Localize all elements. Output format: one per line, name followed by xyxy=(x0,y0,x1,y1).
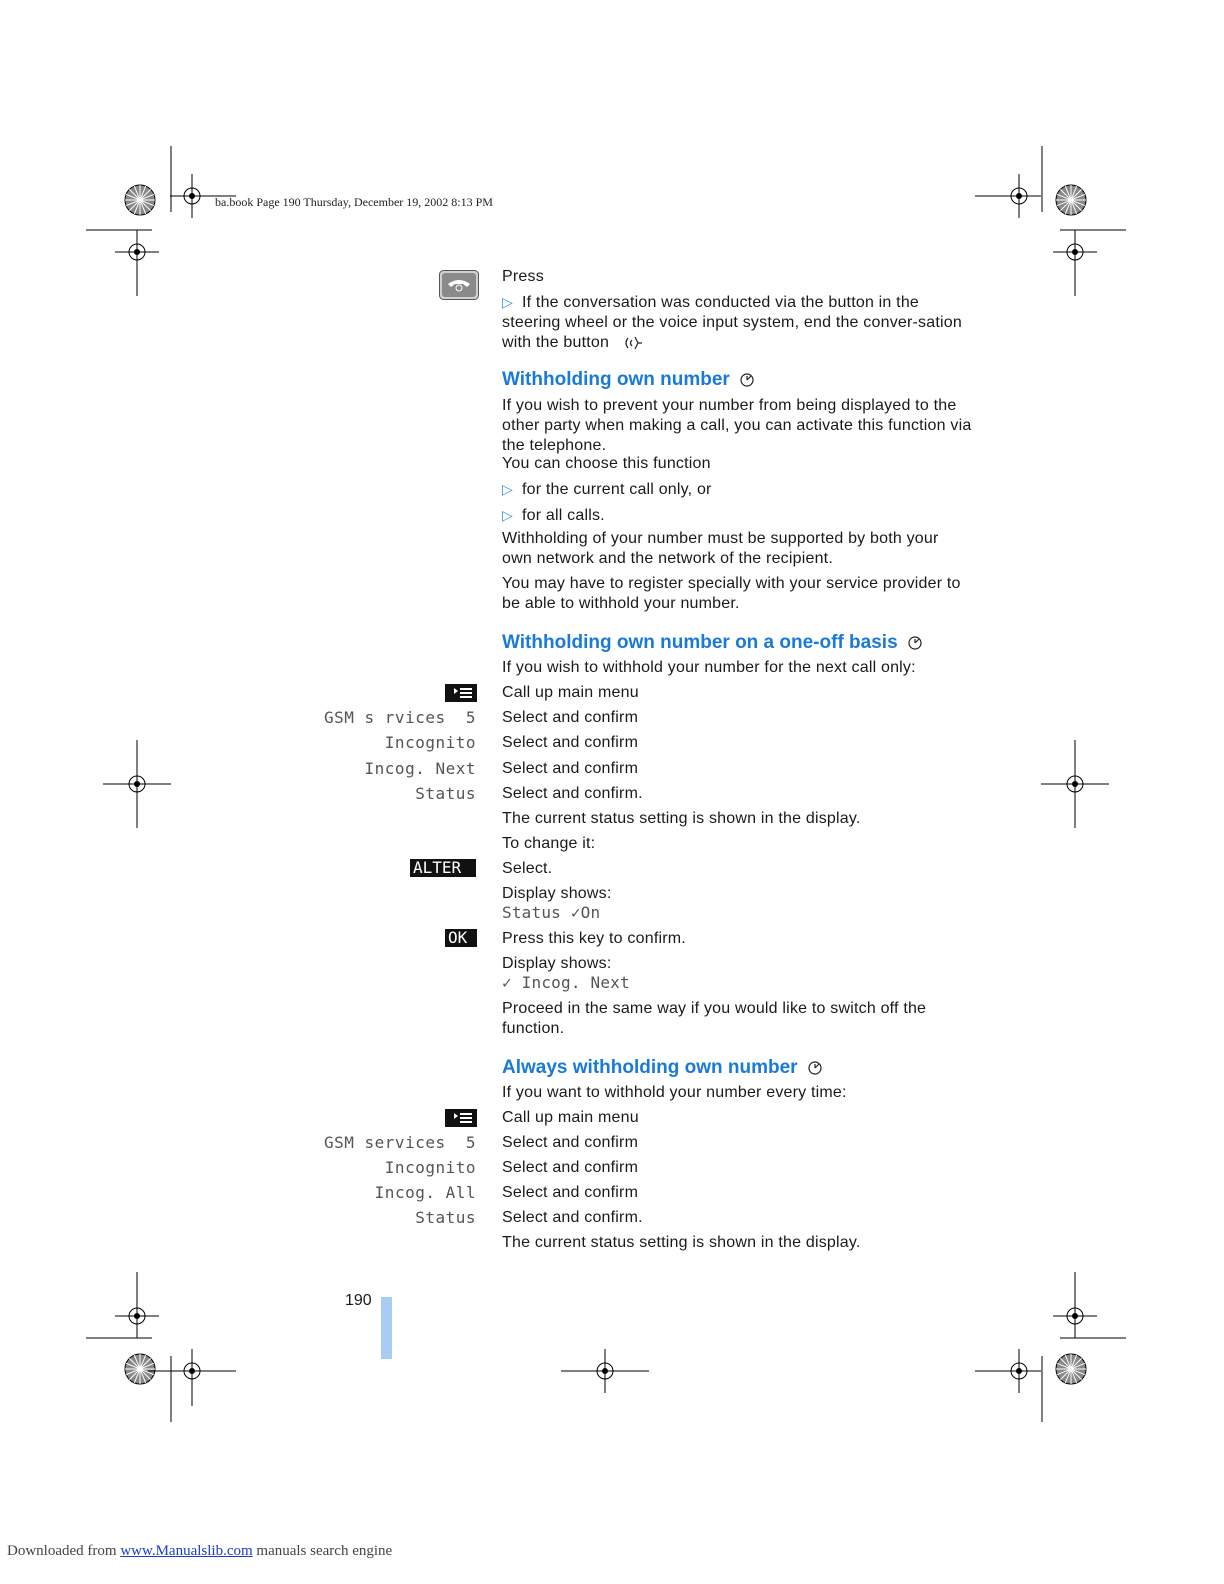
section2-intro: If you wish to withhold your number for the next call only: xyxy=(502,659,916,676)
s2-display-value-2: ✓ Incog. Next xyxy=(502,973,630,992)
s3-status-shown: The current status setting is shown in the display. xyxy=(502,1234,861,1251)
end-call-note: ▷ If the conversation was conducted via the button in the steering wheel or the voice input system, end the conver-sation with the button xyxy=(502,294,962,351)
s3-display-status: Status xyxy=(415,1208,476,1227)
s3-display-gsm-services: GSM services 5 xyxy=(324,1133,476,1152)
manualslib-link[interactable]: www.Manualslib.com xyxy=(120,1543,253,1559)
s2-press-confirm: Press this key to confirm. xyxy=(502,930,686,947)
end-call-key-icon xyxy=(439,270,479,300)
ok-softkey: OK xyxy=(445,929,477,947)
s2-display-status: Status xyxy=(415,784,476,803)
s2-display-incognito: Incognito xyxy=(384,733,476,752)
s2-to-change: To change it: xyxy=(502,835,596,852)
page-number: 190 xyxy=(345,1292,372,1309)
s2-step-5-text: Select and confirm. xyxy=(502,785,643,802)
s2-status-shown: The current status setting is shown in the display. xyxy=(502,810,861,827)
s2-step-3-text: Select and confirm xyxy=(502,734,639,751)
s2-display-shows-1: Display shows: xyxy=(502,885,612,902)
section1-paragraph-2: You can choose this function xyxy=(502,455,711,472)
feature-clock-icon xyxy=(907,635,923,651)
heading-withholding-own-number: Withholding own number xyxy=(502,369,755,391)
s2-select: Select. xyxy=(502,860,553,877)
s2-proceed: Proceed in the same way if you would like to switch off the function. xyxy=(502,1000,927,1037)
s3-step-3-text: Select and confirm xyxy=(502,1159,639,1176)
triangle-bullet-icon: ▷ xyxy=(502,507,513,523)
section1-paragraph-1: If you wish to prevent your number from being displayed to the other party when making a call, you can activate this function via the telephone. xyxy=(502,397,972,454)
s3-step-2-text: Select and confirm xyxy=(502,1134,639,1151)
heading-one-off-basis: Withholding own number on a one-off basis xyxy=(502,632,923,654)
heading-always-withholding: Always withholding own number xyxy=(502,1057,823,1079)
s2-display-value-1: Status ✓On xyxy=(502,903,601,922)
s3-step-1-text: Call up main menu xyxy=(502,1109,639,1126)
s3-display-incognito: Incognito xyxy=(384,1158,476,1177)
s3-step-5-text: Select and confirm. xyxy=(502,1209,643,1226)
voice-button-icon xyxy=(622,334,644,352)
s2-step-4-text: Select and confirm xyxy=(502,760,639,777)
s2-display-incog-next: Incog. Next xyxy=(364,759,476,778)
feature-clock-icon xyxy=(807,1060,823,1076)
s2-step-1-text: Call up main menu xyxy=(502,684,639,701)
triangle-bullet-icon: ▷ xyxy=(502,294,513,310)
alter-softkey: ALTER xyxy=(410,859,476,877)
page-tab-marker xyxy=(381,1297,392,1359)
feature-clock-icon xyxy=(739,372,755,388)
s2-step-2-text: Select and confirm xyxy=(502,709,639,726)
s2-display-gsm-services: GSM s rvices 5 xyxy=(324,708,476,727)
menu-key-icon xyxy=(445,1109,477,1127)
section1-bullet-2: ▷ for all calls. xyxy=(502,507,605,524)
s2-display-shows-2: Display shows: xyxy=(502,955,612,972)
section1-bullet-1: ▷ for the current call only, or xyxy=(502,481,712,498)
section3-intro: If you want to withhold your number every time: xyxy=(502,1084,847,1101)
section1-paragraph-3: Withholding of your number must be supported by both your own network and the network of the recipient. xyxy=(502,530,939,567)
download-footer: Downloaded from www.Manualslib.com manuals search engine xyxy=(7,1543,393,1559)
section1-paragraph-4: You may have to register specially with your service provider to be able to withhold your number. xyxy=(502,575,961,612)
print-header: ba.book Page 190 Thursday, December 19, 2002 8:13 PM xyxy=(215,195,493,209)
press-label: Press xyxy=(502,268,544,285)
menu-key-icon xyxy=(445,684,477,702)
triangle-bullet-icon: ▷ xyxy=(502,481,513,497)
s3-display-incog-all: Incog. All xyxy=(374,1183,476,1202)
s3-step-4-text: Select and confirm xyxy=(502,1184,639,1201)
